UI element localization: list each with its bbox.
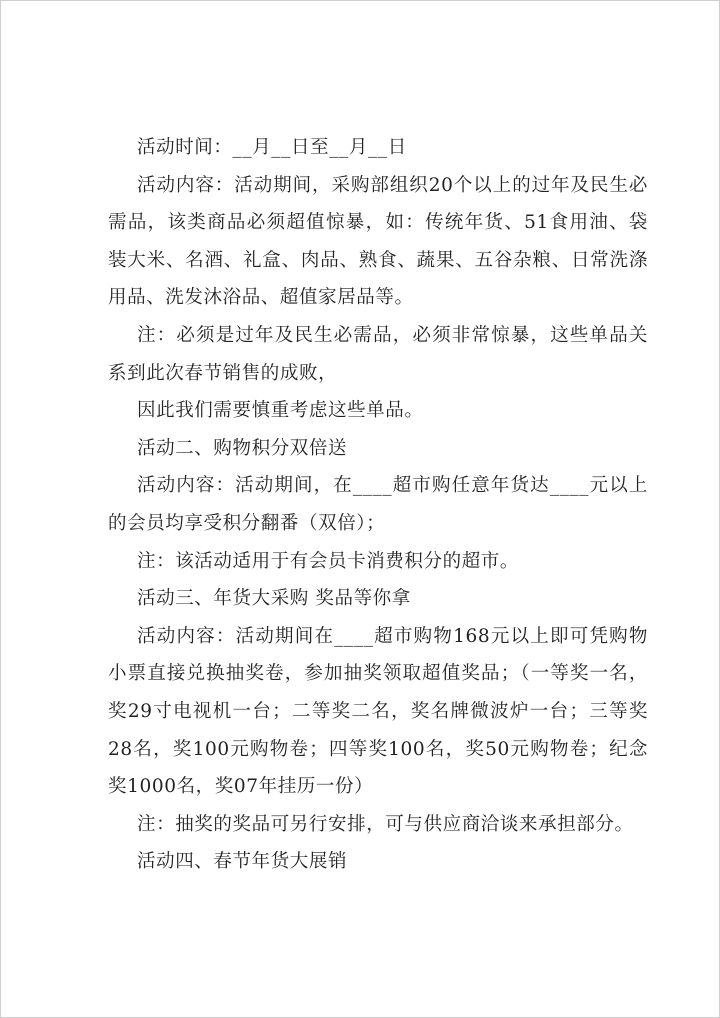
activity-four-heading: 活动四、春节年货大展销	[137, 851, 348, 873]
activity-three-heading: 活动三、年货大采购 奖品等你拿	[137, 588, 411, 610]
activity-two-heading: 活动二、购物积分双倍送	[137, 437, 348, 459]
note-continuation-paragraph: 因此我们需要慎重考虑这些单品。	[137, 400, 424, 422]
document-body	[108, 129, 648, 881]
activity-two-content-paragraph: 活动内容：活动期间，在____超市购任意年货达____元以上的会员均享受积分翻番（双倍）；	[108, 475, 648, 534]
activity-content-paragraph: 活动内容：活动期间，采购部组织20个以上的过年及民生必需品，该类商品必须超值惊暴，如：传统年货、51食用油、袋装大米、名酒、礼盒、肉品、熟食、蔬果、五谷杂粮、日常洗涤用品、洗发沐浴品、超值家居品等。	[108, 174, 648, 309]
note-paragraph: 注：必须是过年及民生必需品，必须非常惊暴，这些单品关系到此次春节销售的成败，	[108, 324, 648, 384]
activity-time-line: 活动时间：__月__日至__月__日	[137, 137, 407, 158]
activity-three-content-paragraph: 活动内容：活动期间在____超市购物168元以上即可凭购物小票直接兑换抽奖卷，参加抽奖领取超值奖品；（一等奖一名，奖29寸电视机一台；二等奖二名，奖名牌微波炉一台；三等奖28名，奖100元购物卷；四等奖100名，奖50元购物卷；纪念奖1000名，奖07年挂历一份）	[108, 625, 648, 798]
activity-three-note-paragraph: 注：抽奖的奖品可另行安排，可与供应商洽谈来承担部分。	[137, 813, 634, 835]
activity-two-note-paragraph: 注：该活动适用于有会员卡消费积分的超市。	[137, 550, 520, 572]
